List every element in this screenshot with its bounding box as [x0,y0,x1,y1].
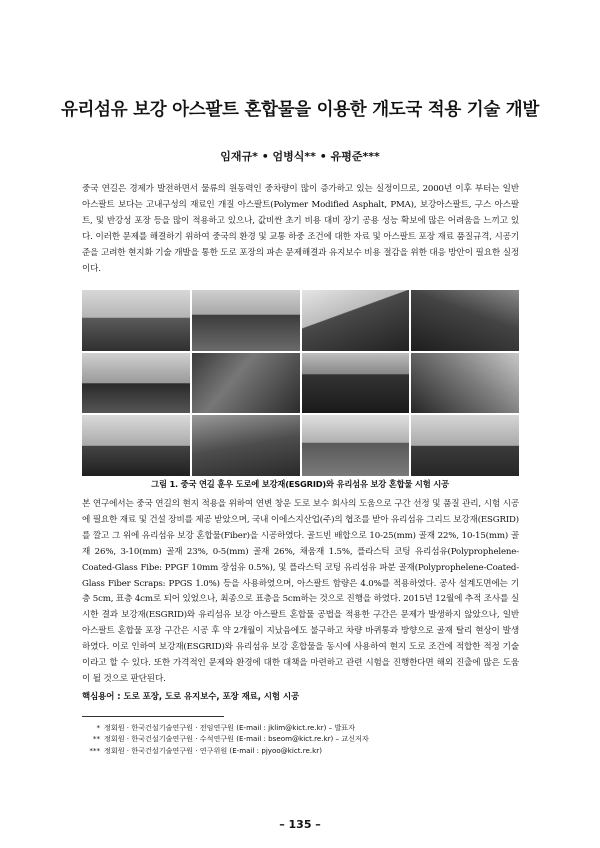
figure-photo [411,290,519,351]
figure-photo [302,415,410,476]
body-paragraph: 본 연구에서는 중국 연길의 현지 적용을 위하여 연변 창운 도로 보수 회사의 도움으로 구간 선정 및 품질 관리, 시험 시공에 필요한 재료 및 건설 장비를 제공 받았으며, 국내 이에스지산업(주)의 협조를 받아 유리섬유 그리드 보강재(ESGRID)를 깔고 그 위에 유리섬유 보강 혼합물(Fiber)을 시공하였다. 골드빈 배합으로 10-25(mm) 골재 22%, 10-15(mm) 골재 26%, 3-10(mm) 골재 23%, 0-5(mm) 골재 26%, 채움재 1.5%, 플라스틱 코팅 유리섬유(Polyprophelene-Coated-Glass Fibe: PPGF 10mm 장섬유 0.5%), 및 플라스틱 코팅 유리섬유 파분 골재(Polyprophelene-Coated-Glass Fiber Scraps: PPGS 1.0%) 등을 사용하였으며, 아스팔트 함량은 4.0%를 적용하였다. 공사 설계도면에는 기층 5cm, 표층 4cm로 되어 있었으나, 최종으로 표층을 5cm하는 것으로 진행을 하였다. 2015년 12월에 추적 조사를 실시한 결과 보강재(ESGRID)와 유리섬유 보강 아스팔트 혼합물 공법을 적용한 구간은 문제가 발생하지 않았으나, 일반 아스팔트 혼합물 포장 구간은 시공 후 약 2개월이 지났음에도 불구하고 차량 바퀴통과 방향으로 골재 탈리 현상이 발생하였다. 이로 인하여 보강재(ESGRID)와 유리섬유 보강 혼합물을 동시에 사용하여 현지 도로 조건에 적합한 적정 기술이라고 할 수 있다. 또한 가격적인 문제와 환경에 대한 대책을 마련하고 관련 시험을 진행한다면 해외 진출에 많은 도움이 될 것으로 판단된다. [82,499,519,684]
footnote-text: 정회원 · 한국건설기술연구원 · 연구위원 (E-mail : pjyoo@kict.re.kr) [104,745,322,755]
paper-title: 유리섬유 보강 아스팔트 혼합물을 이용한 개도국 적용 기술 개발 [60,100,540,120]
figure-photo [192,415,300,476]
intro-paragraph: 중국 연길은 경제가 발전하면서 물류의 원동력인 중차량이 많이 증가하고 있는 실정이므로, 2000년 이후 부터는 일반 아스팔트 보다는 고내구성의 재료인 개질 아스팔트(Polymer Modified Asphalt, PMA), 보강아스팔트, 구스 아스팔트, 및 반강성 포장 등을 많이 적용하고 있으나, 값비싼 초기 비용 대비 장기 공용 성능 확보에 많은 어려움을 느끼고 있다. 이러한 문제를 해결하기 위하여 중국의 환경 및 교통 하중 조건에 대한 자료 및 아스팔트 포장 재료 품질규격, 시공기준을 고려한 현지화 기술 개발을 통한 도로 포장의 파손 문제해결과 유지보수 비용 절감을 위한 대응 방안이 필요한 실정이다. [82,184,519,274]
page-number: – 135 – [279,818,321,831]
figure-photo [82,290,190,351]
author-list: 임재규* • 엄병식** • 유평준*** [220,150,380,163]
keywords-line: 핵심용어 : 도로 포장, 도로 유지보수, 포장 재료, 시험 시공 [82,691,300,701]
figure-photo [411,353,519,414]
figure-photo-grid [82,290,519,476]
figure-photo [302,353,410,414]
footnote-mark: *** [89,745,100,755]
footnote-text: 정회원 · 한국건설기술연구원 · 전임연구원 (E-mail : jklim@kict.re.kr) – 발표자 [104,723,356,732]
footnote-divider [82,716,224,717]
footnote-text: 정회원 · 한국건설기술연구원 · 수석연구원 (E-mail : bseom@kict.re.kr) – 교신저자 [104,734,369,744]
footnote [82,733,519,744]
figure-photo [192,290,300,351]
figure-photo [411,415,519,476]
footnote-mark: ** [92,734,100,744]
figure-caption: 그림 1. 중국 연길 훈우 도로에 보강재(ESGRID)와 유리섬유 보강 혼합물 시험 시공 [151,479,449,489]
footnote [82,745,519,756]
footnote [82,722,519,733]
footnotes [82,722,519,756]
figure-photo [192,353,300,414]
figure-photo [82,415,190,476]
footnote-mark: * [96,723,100,732]
figure-photo [302,290,410,351]
figure-photo [82,353,190,414]
